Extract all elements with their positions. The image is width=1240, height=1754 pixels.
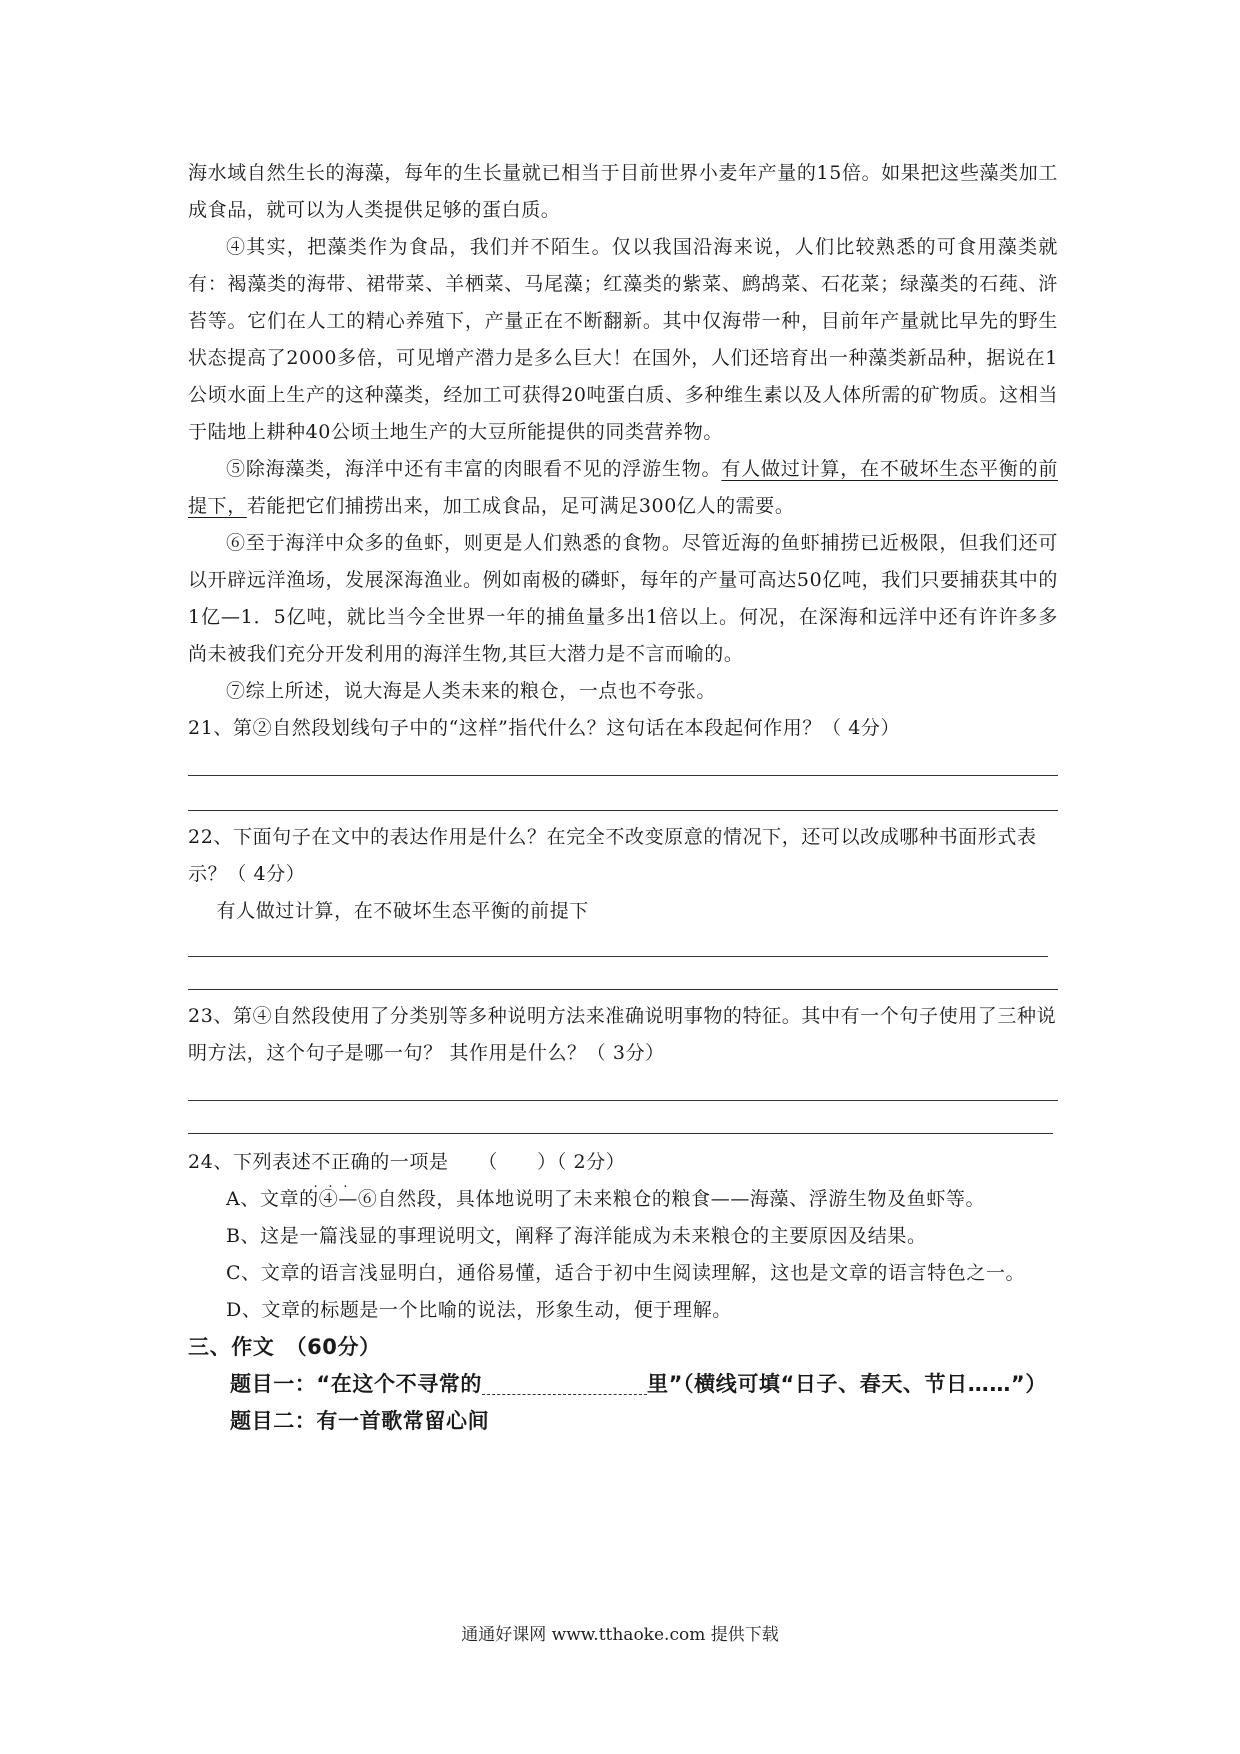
choice-c: C、文章的语言浅显明白，通俗易懂，适合于初中生阅读理解，这也是文章的语言特色之一。 xyxy=(226,1262,1026,1284)
essay-topic-2: 题目二：有一首歌常留心间 xyxy=(230,1409,490,1433)
question-24-end: 的一项是 （ ）（ 2分） xyxy=(370,1151,626,1173)
essay-topic-1 xyxy=(188,1366,1058,1403)
essay-section-title: 三、作文 （60分） xyxy=(188,1335,381,1359)
question-22: 22、下面句子在文中的表达作用是什么？在完全不改变原意的情况下，还可以改成哪种书面形式表示？（ 4分） xyxy=(188,826,1037,885)
question-21: 21、第②自然段划线句子中的“这样”指代什么？这句话在本段起何作用？（ 4分） xyxy=(188,717,901,739)
paragraph-4: ④其实，把藻类作为食品，我们并不陌生。仅以我国沿海来说，人们比较熟悉的可食用藻类就有：褐藻类的海带、裙带菜、羊栖菜、马尾藻；红藻类的紫菜、鹧鸪菜、石花菜；绿藻类的石莼、浒苔等。它们在人工的精心养殖下，产量正在不断翻新。其中仅海带一种，目前年产量就比早先的野生状态提高了2000多倍，可见增产潜力是多么巨大！在国外，人们还培育出一种藻类新品种，据说在1公顷水面上生产的这种藻类，经加工可获得20吨蛋白质、多种维生素以及人体所需的矿物质。这相当于陆地上耕种40公顷土地生产的大豆所能提供的同类营养物。 xyxy=(188,236,1058,443)
paragraph-5-start: ⑤除海藻类，海洋中还有丰富的肉眼看不见的浮游生物。 xyxy=(226,458,722,480)
question-24-start: 24、下列表述 xyxy=(188,1151,312,1173)
paragraph-5 xyxy=(188,451,1058,525)
page-content xyxy=(188,155,1058,1440)
question-24 xyxy=(188,1144,1058,1181)
emphasis-not-correct: 不正确 · · · xyxy=(311,1151,370,1173)
topic-1-end: 里”（横线可填“日子、春天、节日……”） xyxy=(647,1372,1047,1396)
topic-1-start: 题目一：“在这个不寻常的 xyxy=(230,1372,483,1396)
paragraph-3-tail: 海水域自然生长的海藻，每年的生长量就已相当于目前世界小麦年产量的15倍。如果把这些藻类加工成食品，就可以为人类提供足够的蛋白质。 xyxy=(188,162,1058,221)
paragraph-6: ⑥至于海洋中众多的鱼虾，则更是人们熟悉的食物。尽管近海的鱼虾捕捞已近极限，但我们还可以开辟远洋渔场，发展深海渔业。例如南极的磷虾，每年的产量可高达50亿吨，我们只要捕获其中的1亿—1．5亿吨，就比当今全世界一年的捕鱼量多出1倍以上。何况，在深海和远洋中还有许许多多尚未被我们充分开发利用的海洋生物,其巨大潜力是不言而喻的。 xyxy=(188,532,1058,665)
underlined-sentence: 有人做过计算，在不破坏生态平衡的前提下， xyxy=(188,458,1058,517)
paragraph-7: ⑦综上所述，说大海是人类未来的粮仓，一点也不夸张。 xyxy=(226,680,717,702)
question-23: 23、第④自然段使用了分类别等多种说明方法来准确说明事物的特征。其中有一个句子使用了三种说明方法，这个句子是哪一句？ 其作用是什么？（ 3分） xyxy=(188,1005,1057,1064)
topic-1-blank[interactable] xyxy=(482,1372,647,1395)
paragraph-5-end: 若能把它们捕捞出来，加工成食品，足可满足300亿人的需要。 xyxy=(246,495,795,517)
choice-b: B、这是一篇浅显的事理说明文，阐释了海洋能成为未来粮仓的主要原因及结果。 xyxy=(226,1225,927,1247)
choice-d: D、文章的标题是一个比喻的说法，形象生动，便于理解。 xyxy=(226,1299,732,1321)
question-22-sentence: 有人做过计算，在不破坏生态平衡的前提下 xyxy=(216,900,589,922)
page-footer: 通通好课网 www.tthaoke.com 提供下载 xyxy=(461,1625,779,1645)
choice-a: A、文章的④—⑥自然段，具体地说明了未来粮仓的粮食——海藻、浮游生物及鱼虾等。 xyxy=(226,1188,986,1210)
